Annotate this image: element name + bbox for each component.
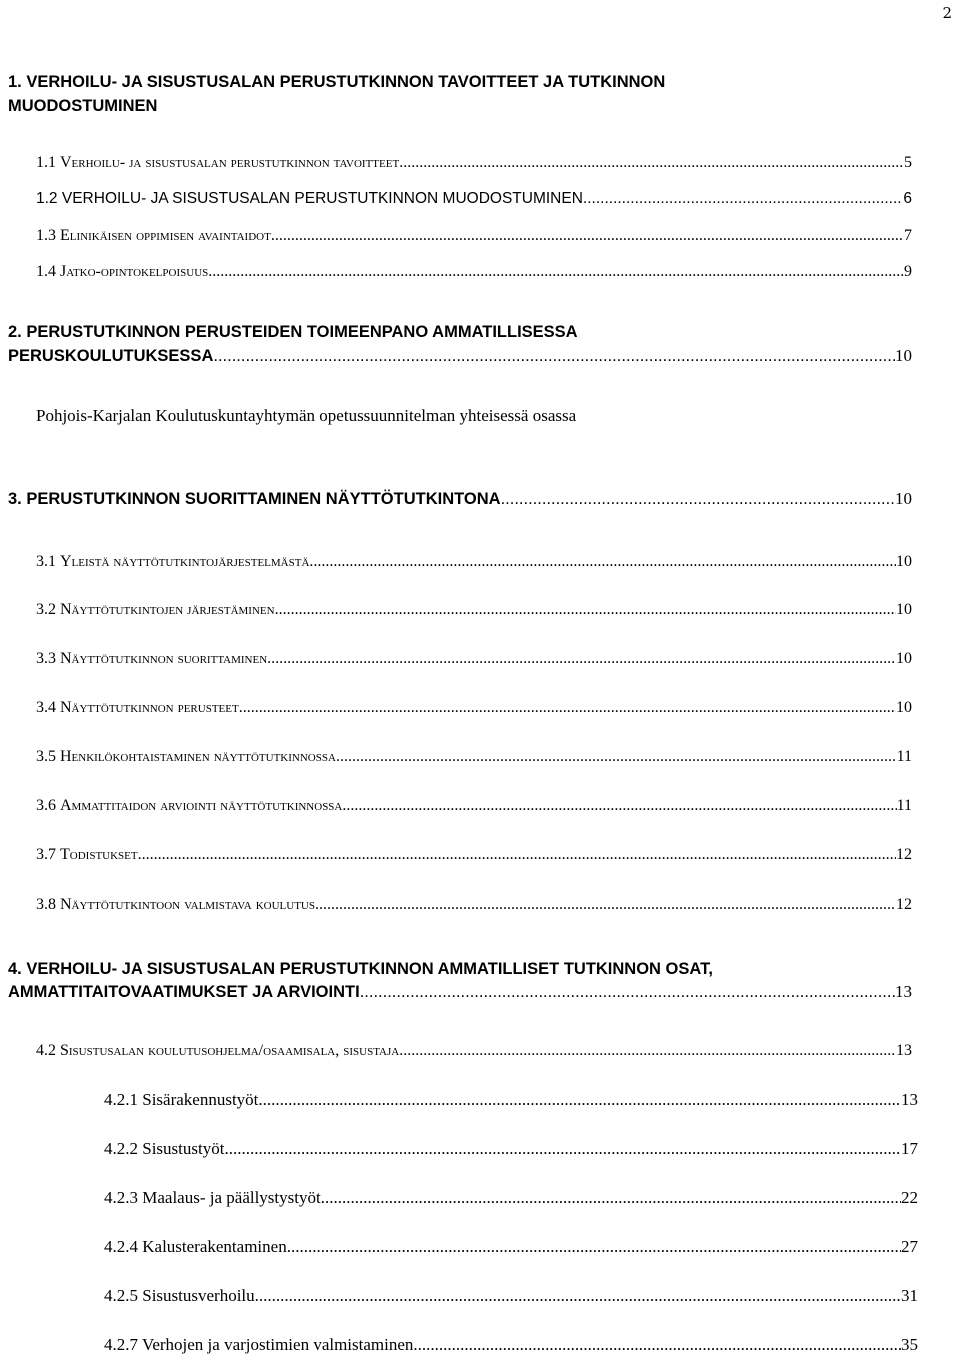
toc-entry-label: Näyttötutkinnon perusteet bbox=[60, 699, 239, 716]
dot-leader bbox=[138, 846, 896, 864]
toc-entry-number: 3.6 bbox=[36, 797, 56, 814]
toc-entry-page: 17 bbox=[901, 1139, 918, 1158]
dot-leader bbox=[255, 1286, 901, 1306]
toc-entry-label: 4.2.2 Sisustustyöt bbox=[104, 1139, 225, 1158]
toc-entry-page: 10 bbox=[896, 553, 912, 570]
dot-leader bbox=[399, 1042, 896, 1060]
toc-entry-3-1[interactable] bbox=[36, 553, 912, 571]
toc-entry-page: 10 bbox=[895, 346, 912, 365]
toc-entry-page: 11 bbox=[896, 797, 912, 814]
toc-entry-page: 10 bbox=[896, 650, 912, 667]
section-2-note: Pohjois-Karjalan Koulutuskuntayhtymän opetussuunnitelman yhteisessä osassa bbox=[36, 406, 577, 425]
dot-leader bbox=[213, 347, 895, 366]
toc-entry-1-1[interactable] bbox=[36, 154, 912, 172]
section-2-title-line2[interactable] bbox=[8, 346, 912, 366]
toc-entry-number: 1.1 bbox=[36, 154, 56, 171]
toc-entry-page: 13 bbox=[901, 1090, 918, 1109]
toc-entry-page: 10 bbox=[896, 699, 912, 716]
toc-entry-3-4[interactable] bbox=[36, 699, 912, 717]
dot-leader bbox=[287, 1237, 901, 1257]
dot-leader bbox=[309, 553, 896, 571]
toc-entry-label: Todistukset bbox=[60, 846, 138, 863]
toc-entry-page: 27 bbox=[901, 1237, 918, 1256]
toc-entry-page: 11 bbox=[896, 748, 912, 765]
toc-entry-label: VERHOILU- JA SISUSTUSALAN PERUSTUTKINNON MUODOSTUMINEN bbox=[61, 190, 583, 207]
dot-leader bbox=[275, 601, 896, 619]
toc-entry-3-6[interactable] bbox=[36, 797, 912, 815]
toc-entry-label: Ammattitaidon arviointi näyttötutkinnossa bbox=[60, 797, 343, 814]
dot-leader bbox=[258, 1090, 901, 1110]
toc-entry-1-3[interactable] bbox=[36, 227, 912, 245]
dot-leader bbox=[208, 263, 904, 281]
toc-entry-3-2[interactable] bbox=[36, 601, 912, 619]
toc-entry-number: 3.5 bbox=[36, 748, 56, 765]
dot-leader bbox=[321, 1188, 901, 1208]
dot-leader bbox=[501, 490, 895, 509]
toc-entry-3-3[interactable] bbox=[36, 650, 912, 668]
section-2-title-text: PERUSKOULUTUKSESSA bbox=[8, 347, 214, 365]
section-3-title[interactable] bbox=[8, 489, 912, 509]
toc-entry-page: 6 bbox=[903, 190, 912, 207]
dot-leader bbox=[239, 699, 896, 717]
dot-leader bbox=[360, 983, 895, 1002]
toc-entry-page: 12 bbox=[896, 896, 912, 913]
dot-leader bbox=[342, 797, 896, 815]
toc-entry-page: 7 bbox=[904, 227, 912, 244]
toc-entry-page: 13 bbox=[896, 1042, 912, 1059]
toc-entry-number: 3.7 bbox=[36, 846, 56, 863]
toc-entry-page: 10 bbox=[895, 489, 912, 508]
toc-entry-4-2-4[interactable] bbox=[104, 1237, 918, 1257]
toc-entry-number: 3.3 bbox=[36, 650, 56, 667]
section-1-title-line1: 1. VERHOILU- JA SISUSTUSALAN PERUSTUTKINNON TAVOITTEET JA TUTKINNON bbox=[8, 73, 666, 91]
toc-entry-4-2-3[interactable] bbox=[104, 1188, 918, 1208]
toc-entry-number: 4.2 bbox=[36, 1042, 56, 1059]
toc-entry-page: 35 bbox=[901, 1335, 918, 1354]
toc-entry-number: 1.4 bbox=[36, 263, 56, 280]
toc-entry-4-2-5[interactable] bbox=[104, 1286, 918, 1306]
toc-entry-label: Sisustusalan koulutusohjelma/osaamisala, sisustaja bbox=[60, 1042, 400, 1059]
section-4-title-line2[interactable] bbox=[8, 982, 912, 1002]
toc-entry-4-2-1[interactable] bbox=[104, 1090, 918, 1110]
toc-entry-label: Näyttötutkinnon suorittaminen bbox=[60, 650, 268, 667]
dot-leader bbox=[413, 1335, 901, 1355]
toc-entry-page: 10 bbox=[896, 601, 912, 618]
dot-leader bbox=[583, 190, 903, 208]
toc-entry-page: 22 bbox=[901, 1188, 918, 1207]
toc-entry-label: 4.2.3 Maalaus- ja päällystystyöt bbox=[104, 1188, 321, 1207]
toc-entry-page: 13 bbox=[895, 982, 912, 1001]
toc-entry-page: 5 bbox=[904, 154, 912, 171]
toc-entry-4-2-2[interactable] bbox=[104, 1139, 918, 1159]
section-3-title-text: 3. PERUSTUTKINNON SUORITTAMINEN NÄYTTÖTUTKINTONA bbox=[8, 490, 501, 508]
toc-entry-label: 4.2.7 Verhojen ja varjostimien valmistaminen bbox=[104, 1335, 414, 1354]
page-number: 2 bbox=[942, 4, 952, 22]
dot-leader bbox=[315, 896, 896, 914]
toc-entry-label: Näyttötutkintojen järjestäminen bbox=[60, 601, 275, 618]
toc-entry-number: 1.2 bbox=[36, 190, 58, 207]
section-1-title-line2: MUODOSTUMINEN bbox=[8, 97, 158, 115]
section-4-title-line1[interactable]: 4. VERHOILU- JA SISUSTUSALAN PERUSTUTKINNON AMMATILLISET TUTKINNON OSAT, bbox=[8, 960, 713, 978]
toc-entry-1-2[interactable] bbox=[36, 190, 912, 208]
toc-entry-1-4[interactable] bbox=[36, 263, 912, 281]
toc-entry-page: 31 bbox=[901, 1286, 918, 1305]
toc-entry-label: Elinikäisen oppimisen avaintaidot bbox=[60, 227, 271, 244]
toc-entry-label: Yleistä näyttötutkintojärjestelmästä bbox=[60, 553, 310, 570]
dot-leader bbox=[271, 227, 904, 245]
toc-entry-label: Verhoilu- ja sisustusalan perustutkinnon tavoitteet bbox=[60, 154, 400, 171]
toc-entry-3-7[interactable] bbox=[36, 846, 912, 864]
toc-entry-label: Henkilökohtaistaminen näyttötutkinnossa bbox=[60, 748, 336, 765]
toc-entry-number: 3.8 bbox=[36, 896, 56, 913]
toc-entry-label: Jatko-opintokelpoisuus bbox=[60, 263, 209, 280]
toc-entry-number: 3.1 bbox=[36, 553, 56, 570]
toc-entry-number: 3.4 bbox=[36, 699, 56, 716]
dot-leader bbox=[399, 154, 904, 172]
toc-entry-label: Näyttötutkintoon valmistava koulutus bbox=[60, 896, 315, 913]
toc-entry-page: 9 bbox=[904, 263, 912, 280]
dot-leader bbox=[267, 650, 896, 668]
section-4-title-text: AMMATTITAITOVAATIMUKSET JA ARVIOINTI bbox=[8, 983, 360, 1001]
toc-entry-label: 4.2.4 Kalusterakentaminen bbox=[104, 1237, 287, 1256]
toc-entry-4-2-7[interactable] bbox=[104, 1335, 918, 1355]
toc-entry-3-8[interactable] bbox=[36, 896, 912, 914]
toc-entry-label: 4.2.1 Sisärakennustyöt bbox=[104, 1090, 259, 1109]
toc-entry-3-5[interactable] bbox=[36, 748, 912, 766]
toc-entry-label: 4.2.5 Sisustusverhoilu bbox=[104, 1286, 255, 1305]
toc-entry-page: 12 bbox=[896, 846, 912, 863]
toc-entry-number: 3.2 bbox=[36, 601, 56, 618]
section-1-title bbox=[8, 70, 665, 118]
dot-leader bbox=[224, 1139, 901, 1159]
section-2-title-line1[interactable]: 2. PERUSTUTKINNON PERUSTEIDEN TOIMEENPANO AMMATILLISESSA bbox=[8, 323, 578, 341]
toc-entry-number: 1.3 bbox=[36, 227, 56, 244]
toc-entry-4-2[interactable] bbox=[36, 1042, 912, 1060]
dot-leader bbox=[336, 748, 897, 766]
